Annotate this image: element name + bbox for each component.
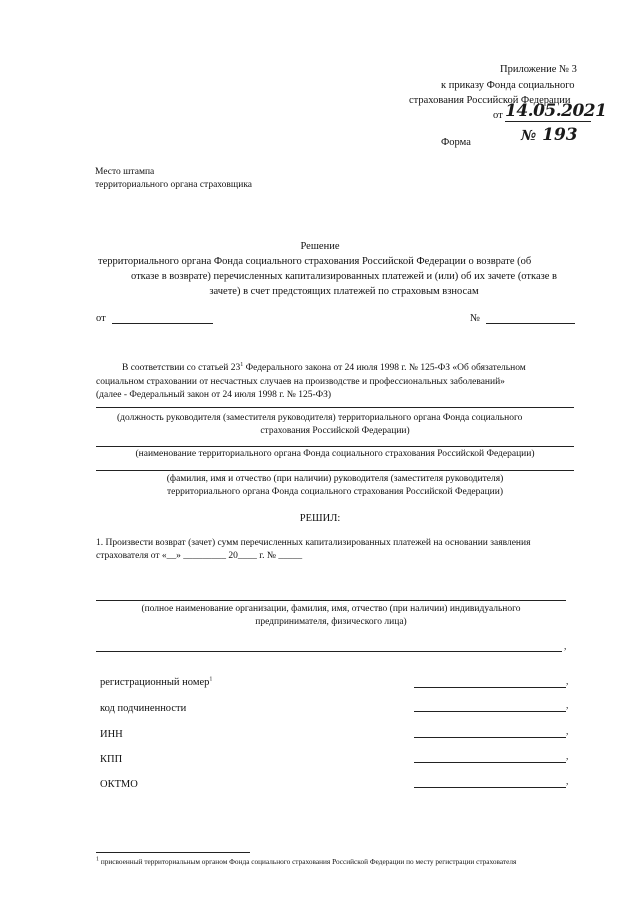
oktmo-comma: , [566,777,569,787]
insured-caption-line-1: (полное наименование организации, фамилия, имя, отчество (при наличии) индивидуального [141,604,521,614]
appendix-date-handwritten: 14.05.2021 [505,101,607,121]
appendix-number-value: 193 [542,125,578,145]
org-name-caption: (наименование территориального органа Фонда социального страхования Российской Федерации) [135,449,535,459]
field-label-kpp: КПП [100,754,123,765]
decision-heading: Решение [300,241,340,252]
field-label-inn: ИНН [100,729,123,740]
point1-line-1: 1. Произвести возврат (зачет) сумм перечисленных капитализированных платежей на основании заявления [96,538,531,548]
inn-field[interactable] [414,737,566,738]
subordination-comma: , [566,701,569,711]
inn-comma: , [566,727,569,737]
fio-caption-line-2: территориального органа Фонда социального страхования Российской Федерации) [166,487,504,497]
appendix-line-1: Приложение № 3 [500,64,577,75]
insured-extra-field[interactable] [96,651,562,652]
oktmo-field[interactable] [414,787,566,788]
field-label-registration-text: регистрационный номер [100,677,210,688]
footnote-marker: 1 [96,856,99,863]
resolved-heading: РЕШИЛ: [299,513,341,524]
intro-text-b: Федерального закона от 24 июля 1998 г. № 125-ФЗ «Об обязательном [243,363,526,373]
position-caption-line-2: страхования Российской Федерации) [260,426,410,436]
intro-line-3: (далее - Федеральный закон от 24 июля 1998 г. № 125-ФЗ) [96,390,332,400]
intro-line-1 [122,363,526,373]
kpp-comma: , [566,752,569,762]
number-field[interactable] [486,323,575,324]
org-name-field[interactable] [96,446,574,447]
intro-sup: 1 [240,361,244,368]
insured-extra-comma: , [564,642,567,652]
position-caption-line-1: (должность руководителя (заместителя руководителя) территориального органа Фонда социального [117,413,523,423]
intro-text-a: В соответствии со статьей 23 [122,363,241,373]
footnote [96,857,516,866]
appendix-line-3: страхования Российской Федерации [409,95,571,106]
position-field[interactable] [96,407,574,408]
fio-caption-line-1: (фамилия, имя и отчество (при наличии) руководителя (заместителя руководителя) [166,474,504,484]
appendix-number-handwritten [521,125,578,145]
number-label: № [470,313,481,324]
stamp-line-2: территориального органа страховщика [95,180,253,190]
decision-title-line-2: отказе в возврате) перечисленных капитализированных платежей и (или) об их зачете (отказе в [130,271,558,282]
intro-line-2: социальном страховании от несчастных случаев на производстве и профессиональных заболеваний» [96,377,505,387]
insured-caption-line-2: предпринимателя, физического лица) [255,617,407,627]
insured-name-field[interactable] [96,600,566,601]
decision-title-line-3: зачете) в счет предстоящих платежей по страховым взносам [209,286,479,297]
field-label-subordination: код подчиненности [100,703,187,714]
footnote-text: присвоенный территориальным органом Фонда социального страхования Российской Федерации по месту регистрации страхователя [99,857,517,866]
point1-line-2: страхователя от «__» _________ 20____ г. № _____ [96,551,303,561]
stamp-line-1: Место штампа [95,167,155,177]
subordination-code-field[interactable] [414,711,566,712]
registration-number-field[interactable] [414,687,566,688]
date-field[interactable] [112,323,213,324]
fio-field[interactable] [96,470,574,471]
field-label-registration-sup: 1 [209,676,213,683]
field-label-oktmo: ОКТМО [100,779,138,790]
decision-title-line-1: территориального органа Фонда социального страхования Российской Федерации о возврате (об [98,256,532,267]
appendix-date-line [505,121,591,122]
footnote-separator [96,852,250,853]
registration-comma: , [566,677,569,687]
appendix-line-2: к приказу Фонда социального [441,80,575,91]
field-label-registration [100,677,212,688]
form-label: Форма [441,137,471,148]
appendix-number-prefix: № [521,128,537,144]
kpp-field[interactable] [414,762,566,763]
date-from-label: от [96,313,106,324]
appendix-date-prefix: от [493,110,503,121]
